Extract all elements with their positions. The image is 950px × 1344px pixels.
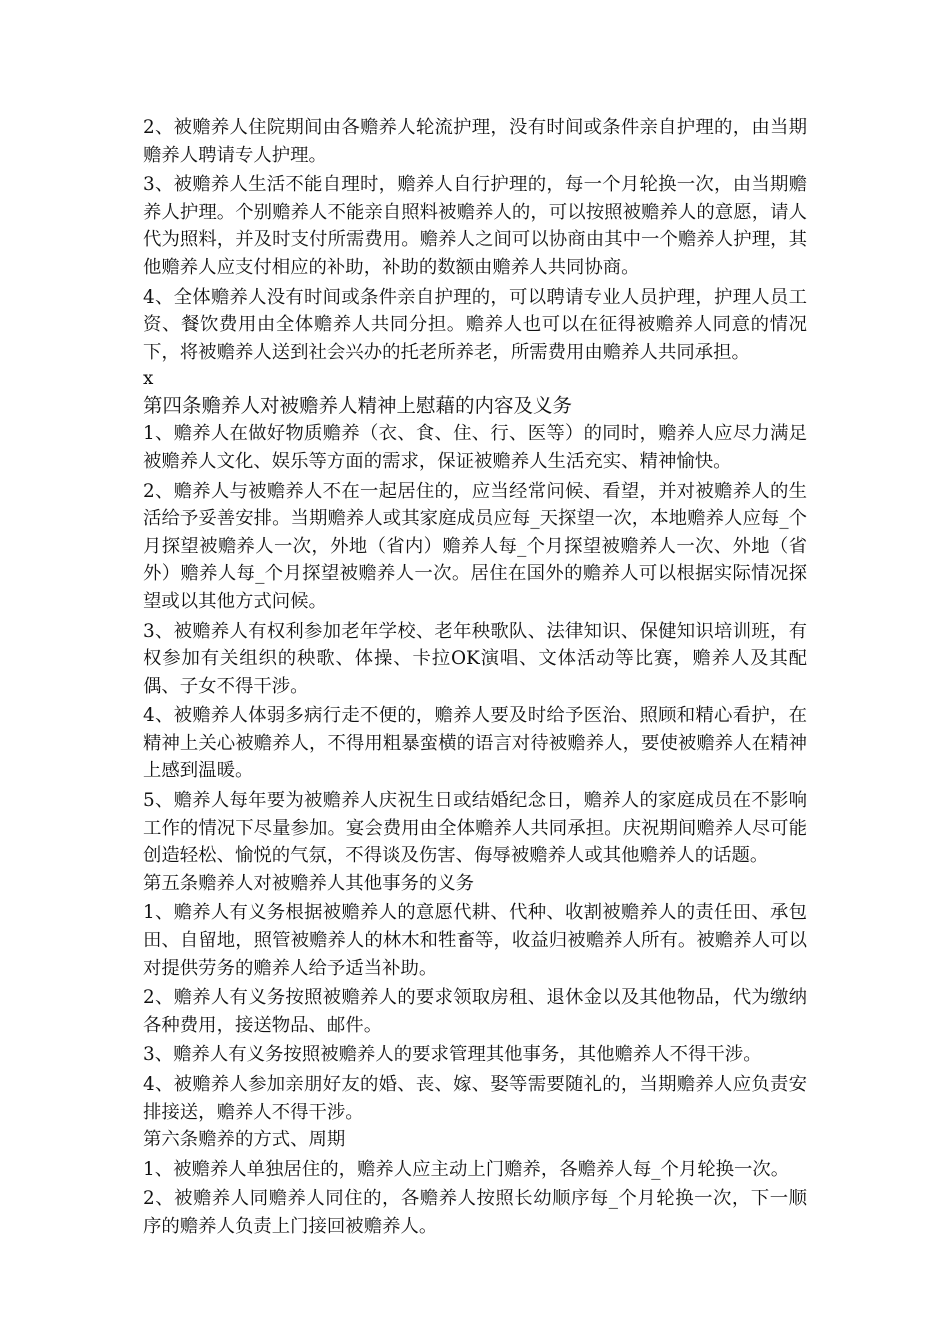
article-5-item-1: 1、赡养人有义务根据被赡养人的意愿代耕、代种、收割被赡养人的责任田、承包田、自留地，照管被赡养人的林木和牲畜等，收益归被赡养人所有。被赡养人可以对提供劳务的赡养人给予适当补助。 <box>143 902 807 979</box>
document-page <box>143 114 807 1241</box>
article-4-item-5: 5、赡养人每年要为被赡养人庆祝生日或结婚纪念日，赡养人的家庭成员在不影响工作的情况下尽量参加。宴会费用由全体赡养人共同承担。庆祝期间赡养人尽可能创造轻松、愉悦的气氛，不得谈及伤害、侮辱被赡养人或其他赡养人的话题。 <box>143 790 807 867</box>
article-6-heading: 第六条赡养的方式、周期 <box>143 1129 346 1151</box>
article-6-item-2: 2、被赡养人同赡养人同住的，各赡养人按照长幼顺序每_个月轮换一次，下一顺序的赡养人负责上门接回被赡养人。 <box>143 1188 807 1237</box>
clause-3-item-3: 3、被赡养人生活不能自理时，赡养人自行护理的，每一个月轮换一次，由当期赡养人护理。个别赡养人不能亲自照料被赡养人的，可以按照被赡养人的意愿，请人代为照料，并及时支付所需费用。赡养人之间可以协商由其中一个赡养人护理，其他赡养人应支付相应的补助，补助的数额由赡养人共同协商。 <box>143 174 807 278</box>
stray-character: x <box>143 368 154 390</box>
article-4-item-2: 2、赡养人与被赡养人不在一起居住的，应当经常问候、看望，并对被赡养人的生活给予妥善安排。当期赡养人或其家庭成员应每_天探望一次，本地赡养人应每_个月探望被赡养人一次，外地（省内）赡养人每_个月探望被赡养人一次、外地（省外）赡养人每_个月探望被赡养人一次。居住在国外的赡养人可以根据实际情况探望或以其他方式问候。 <box>143 480 807 612</box>
article-4-item-1: 1、赡养人在做好物质赡养（衣、食、住、行、医等）的同时，赡养人应尽力满足被赡养人文化、娱乐等方面的需求，保证被赡养人生活充实、精神愉快。 <box>143 423 807 472</box>
article-5-item-2: 2、赡养人有义务按照被赡养人的要求领取房租、退休金以及其他物品，代为缴纳各种费用，接送物品、邮件。 <box>143 987 807 1036</box>
article-4-item-3: 3、被赡养人有权利参加老年学校、老年秧歌队、法律知识、保健知识培训班，有权参加有关组织的秧歌、体操、卡拉OK演唱、文体活动等比赛，赡养人及其配偶、子女不得干涉。 <box>143 620 807 697</box>
article-6-item-1: 1、被赡养人单独居住的，赡养人应主动上门赡养，各赡养人每_个月轮换一次。 <box>143 1158 790 1180</box>
clause-3-item-4: 4、全体赡养人没有时间或条件亲自护理的，可以聘请专业人员护理，护理人员工资、餐饮费用由全体赡养人共同分担。赡养人也可以在征得被赡养人同意的情况下，将被赡养人送到社会兴办的托老所养老，所需费用由赡养人共同承担。 <box>143 286 807 363</box>
clause-3-item-2: 2、被赡养人住院期间由各赡养人轮流护理，没有时间或条件亲自护理的，由当期赡养人聘请专人护理。 <box>143 117 807 166</box>
article-4-item-4: 4、被赡养人体弱多病行走不便的，赡养人要及时给予医治、照顾和精心看护，在精神上关心被赡养人，不得用粗暴蛮横的语言对待被赡养人，要使被赡养人在精神上感到温暖。 <box>143 705 807 782</box>
article-4-heading: 第四条赡养人对被赡养人精神上慰藉的内容及义务 <box>143 394 573 418</box>
article-5-heading: 第五条赡养人对被赡养人其他事务的义务 <box>143 872 475 894</box>
article-5-item-3: 3、赡养人有义务按照被赡养人的要求管理其他事务，其他赡养人不得干涉。 <box>143 1044 762 1066</box>
article-5-item-4: 4、被赡养人参加亲朋好友的婚、丧、嫁、娶等需要随礼的，当期赡养人应负责安排接送，赡养人不得干涉。 <box>143 1074 807 1123</box>
